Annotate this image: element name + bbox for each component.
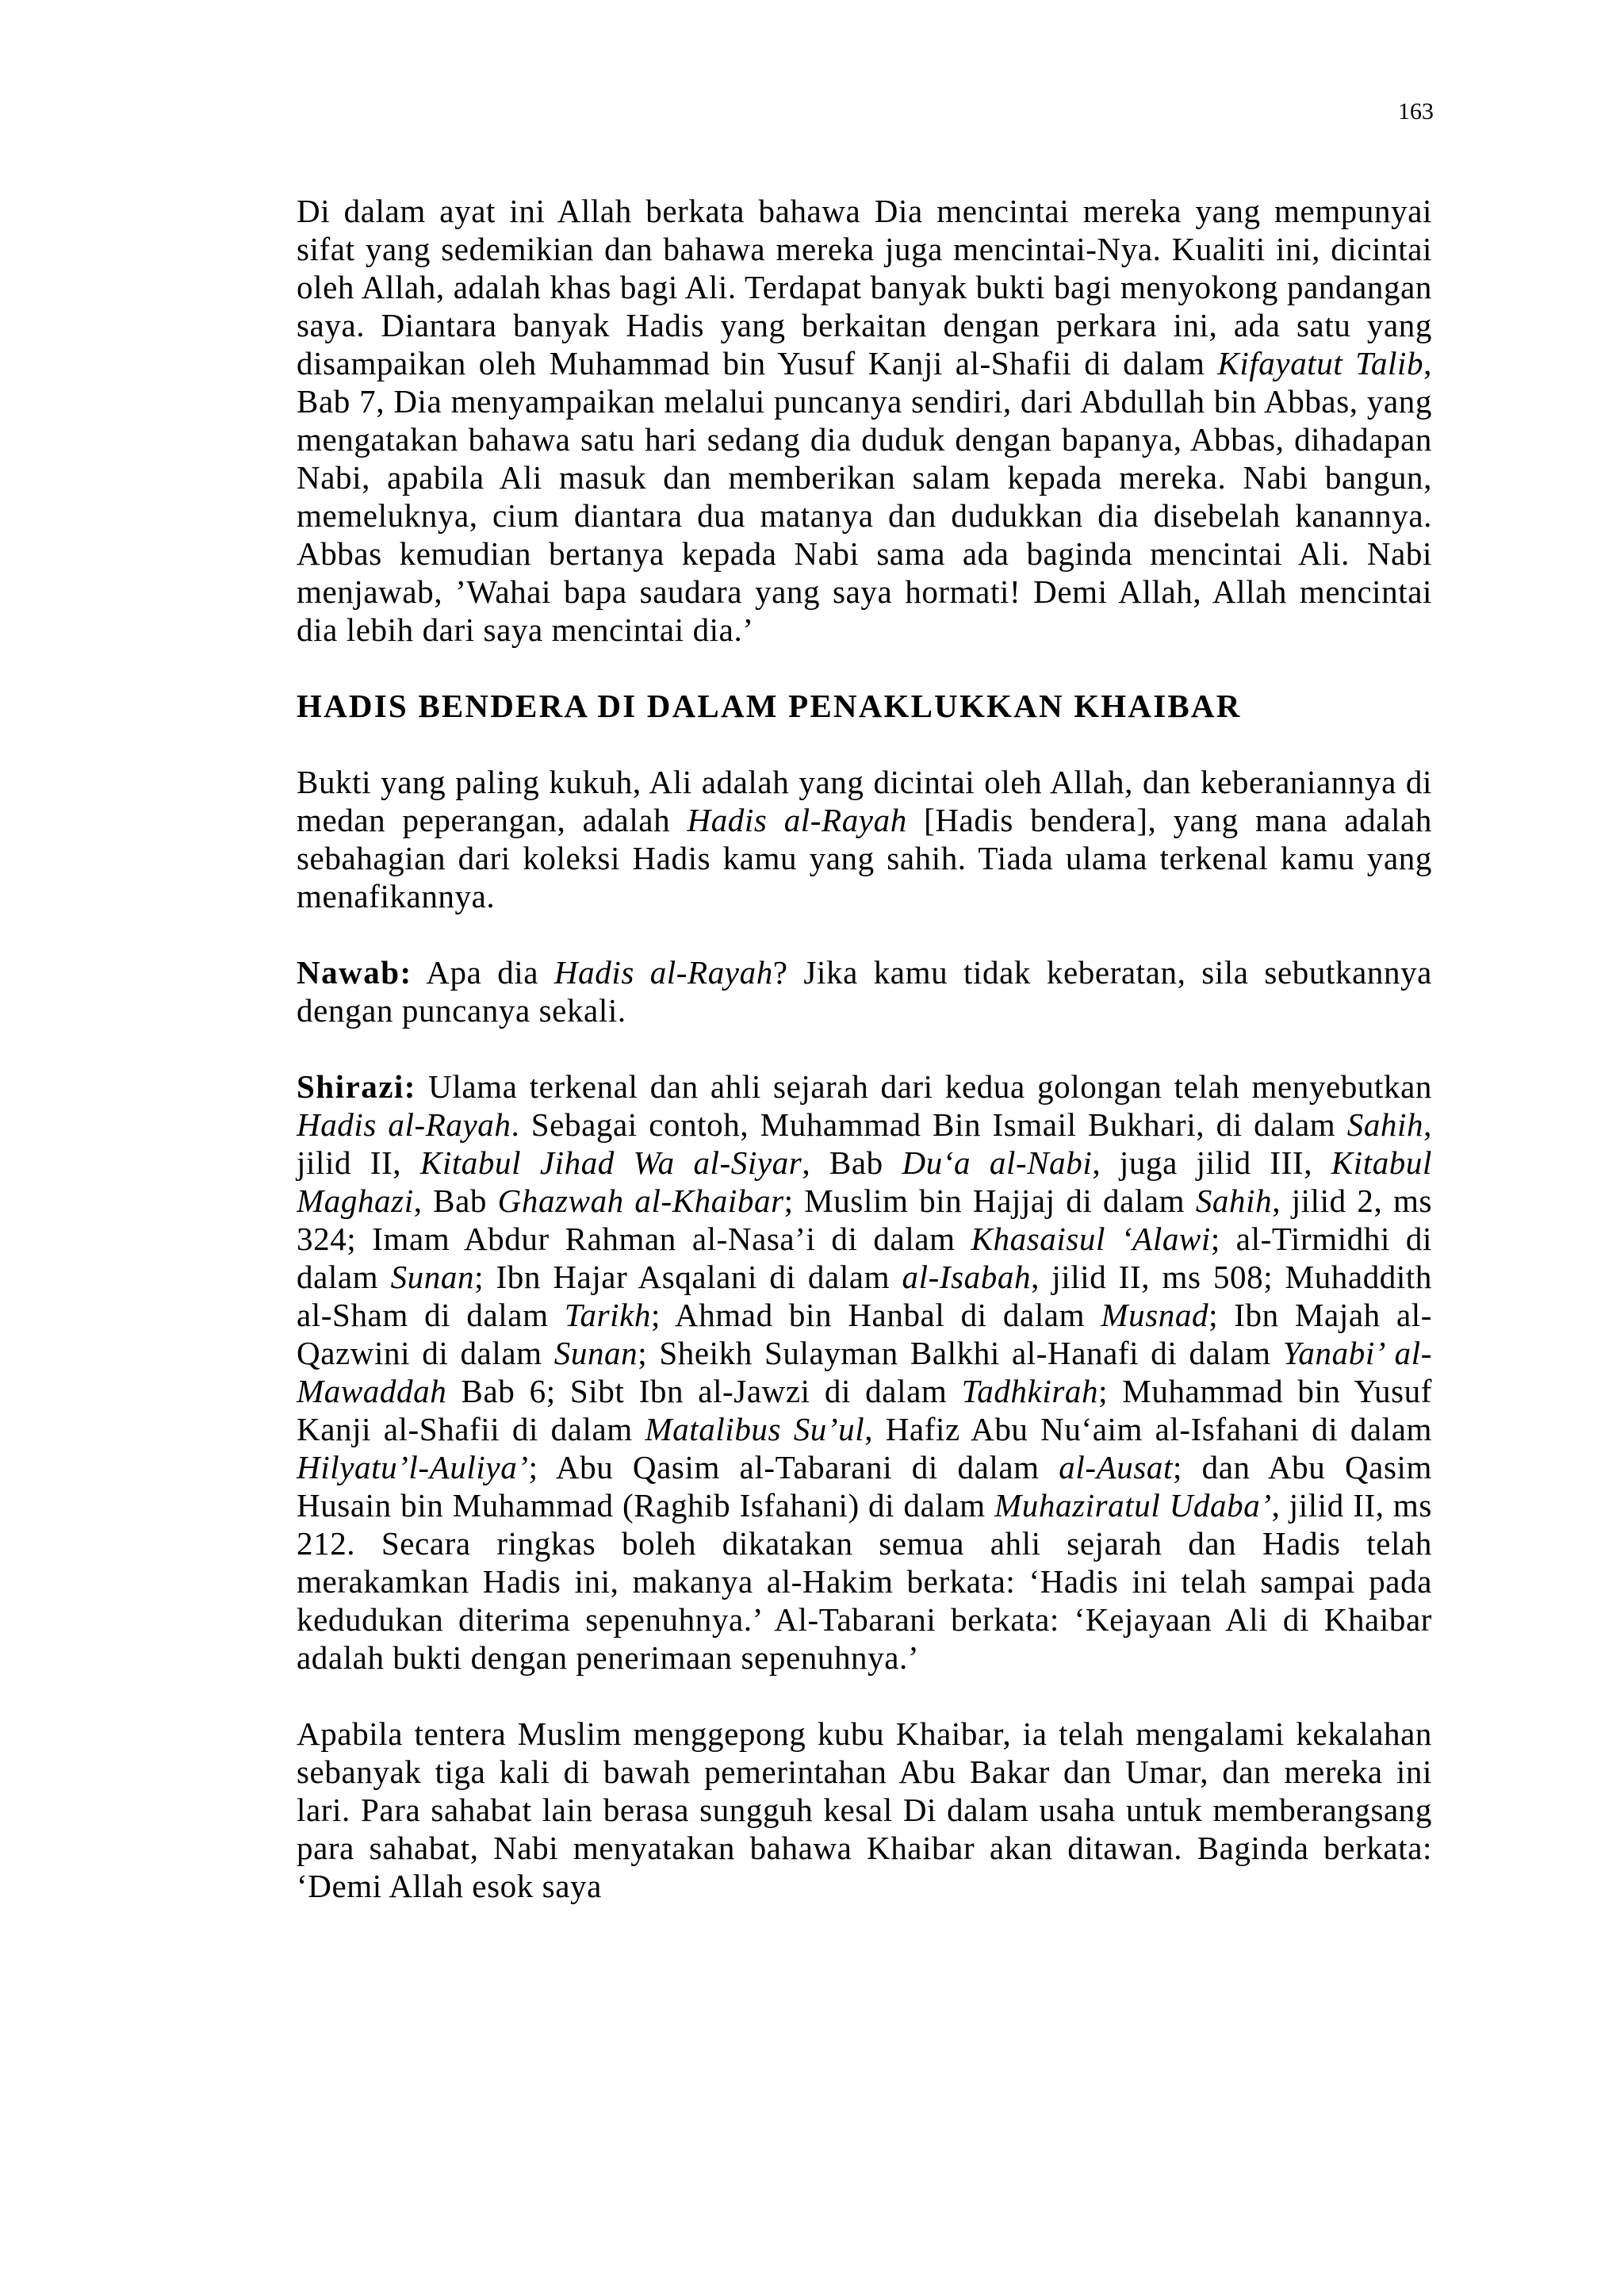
hadith-title: Hadis al-Rayah	[687, 802, 907, 838]
hadith-title: Hadis al-Rayah	[553, 954, 773, 991]
section-heading: HADIS BENDERA DI DALAM PENAKLUKKAN KHAIBAR	[297, 688, 1242, 724]
book-title: Kifayatut Talib	[1217, 345, 1424, 381]
paragraph-khaibar: Apabila tentera Muslim menggepong kubu Khaibar, ia telah mengalami kekalahan sebanyak tiga kali di bawah pemerintahan Abu Bakar dan Umar, dan mereka ini lari. Para sahabat lain berasa sungguh kesal Di dalam usaha untuk memberangsang para sahabat, Nabi menyatakan bahawa Khaibar akan ditawan. Baginda berkata: ‘Demi Allah esok saya	[297, 1715, 1432, 1904]
paragraph-nawab: Nawab: Apa dia Hadis al-Rayah? Jika kamu tidak keberatan, sila sebutkannya dengan puncanya sekali.	[297, 954, 1432, 1029]
speaker-nawab: Nawab:	[297, 954, 412, 991]
page-number: 163	[1398, 98, 1434, 125]
speaker-shirazi: Shirazi:	[297, 1068, 416, 1105]
page-body	[297, 192, 1432, 1905]
paragraph-rayah: Bukti yang paling kukuh, Ali adalah yang dicintai oleh Allah, dan keberaniannya di medan peperangan, adalah Hadis al-Rayah [Hadis bendera], yang mana adalah sebahagian dari koleksi Hadis kamu yang sahih. Tiada ulama terkenal kamu yang menafikannya.	[297, 764, 1432, 914]
paragraph-shirazi: Shirazi: Ulama terkenal dan ahli sejarah dari kedua golongan telah menyebutkan Hadis al-Rayah. Sebagai contoh, Muhammad Bin Ismail Bukhari, di dalam Sahih, jilid II, Kitabul Jihad Wa al-Siyar, Bab Du‘a al-Nabi, juga jilid III, Kitabul Maghazi, Bab Ghazwah al-Khaibar; Muslim bin Hajjaj di dalam Sahih, jilid 2, ms 324; Imam Abdur Rahman al-Nasa’i di dalam Khasaisul ‘Alawi; al-Tirmidhi di dalam Sunan; Ibn Hajar Asqalani di dalam al-Isabah, jilid II, ms 508; Muhaddith al-Sham di dalam Tarikh; Ahmad bin Hanbal di dalam Musnad; Ibn Majah al-Qazwini di dalam Sunan; Sheikh Sulayman Balkhi al-Hanafi di dalam Yanabi’ al-Mawaddah Bab 6; Sibt Ibn al-Jawzi di dalam Tadhkirah; Muhammad bin Yusuf Kanji al-Shafii di dalam Matalibus Su’ul, Hafiz Abu Nu‘aim al-Isfahani di dalam Hilyatu’l-Auliya’; Abu Qasim al-Tabarani di dalam al-Ausat; dan Abu Qasim Husain bin Muhammad (Raghib Isfahani) di dalam Muhaziratul Udaba’, jilid II, ms 212. Secara ringkas boleh dikatakan semua ahli sejarah dan Hadis telah merakamkan Hadis ini, makanya al-Hakim berkata: ‘Hadis ini telah sampai pada kedudukan diterima sepenuhnya.’ Al-Tabarani berkata: ‘Kejayaan Ali di Khaibar adalah bukti dengan penerimaan sepenuhnya.’	[297, 1068, 1433, 1676]
paragraph-intro: Di dalam ayat ini Allah berkata bahawa Dia mencintai mereka yang mempunyai sifat yang sedemikian dan bahawa mereka juga mencintai-Nya. Kualiti ini, dicintai oleh Allah, adalah khas bagi Ali. Terdapat banyak bukti bagi menyokong pandangan saya. Diantara banyak Hadis yang berkaitan dengan perkara ini, ada satu yang disampaikan oleh Muhammad bin Yusuf Kanji al-Shafii di dalam Kifayatut Talib, Bab 7, Dia menyampaikan melalui puncanya sendiri, dari Abdullah bin Abbas, yang mengatakan bahawa satu hari sedang dia duduk dengan bapanya, Abbas, dihadapan Nabi, apabila Ali masuk dan memberikan salam kepada mereka. Nabi bangun, memeluknya, cium diantara dua matanya dan dudukkan dia disebelah kanannya. Abbas kemudian bertanya kepada Nabi sama ada baginda mencintai Ali. Nabi menjawab, ’Wahai bapa saudara yang saya hormati! Demi Allah, Allah mencintai dia lebih dari saya mencintai dia.’	[297, 193, 1432, 648]
